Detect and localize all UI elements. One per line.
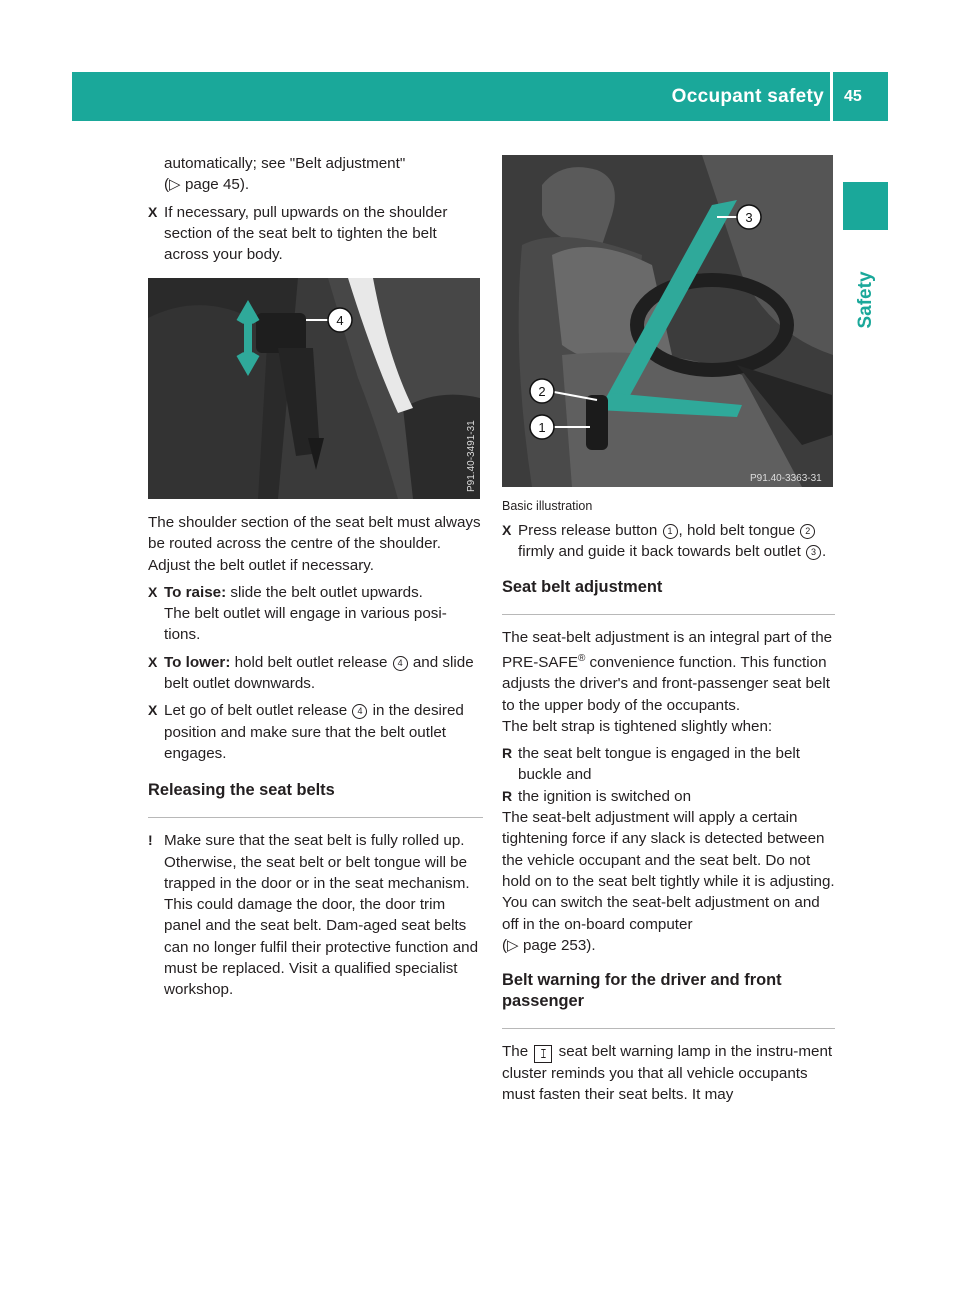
callout-3-ref: 3	[806, 545, 821, 560]
list-item	[148, 202, 483, 266]
callout-1-label: 1	[538, 420, 546, 435]
adjust-paragraph	[502, 627, 835, 716]
warning-icon: !	[148, 832, 153, 849]
arrow-bullet-icon: X	[148, 702, 158, 719]
lower-text-b: and slide belt outlet downwards.	[164, 653, 474, 693]
list-item	[502, 520, 835, 563]
press-text-b: , hold belt tongue	[678, 522, 800, 539]
belt-warning-paragraph	[502, 1041, 835, 1106]
raise-label: To raise:	[164, 583, 227, 601]
header-bar	[72, 72, 888, 121]
buckle	[586, 395, 608, 450]
r-bullet-icon: R	[502, 745, 513, 762]
adjust-text-a: The seat-belt adjustment is an integral part of the PRE-SAFE	[502, 628, 833, 671]
adjust-text-b: convenience function. This function adjusts the driver's and front-passenger seat belt to the upper body of the occupants.	[502, 653, 830, 714]
callout-1-ref: 1	[663, 524, 678, 539]
routing-paragraph: The shoulder section of the seat belt must always be routed across the centre of the shoulder. Adjust the belt outlet if necessary.	[148, 514, 481, 574]
arrow-bullet-icon: X	[502, 522, 512, 538]
seat-belt-warning-icon: ꕯ	[534, 1045, 552, 1063]
lower-text-a: hold belt outlet release	[230, 653, 392, 671]
callout-2-ref: 2	[800, 524, 815, 539]
force-paragraph: The seat-belt adjustment will apply a certain tightening force if any slack is detected between the vehicle occupant and the seat belt. Do not hold on to the seat belt tightly while it is adjusting.	[502, 809, 835, 890]
left-column	[148, 153, 483, 265]
raise-text: slide the belt outlet upwards.	[226, 583, 423, 601]
belt-outlet-figure	[148, 278, 480, 499]
figure-caption: Basic illustration	[502, 499, 593, 513]
page-number: 45	[844, 88, 862, 105]
list-item	[148, 582, 483, 646]
right-column	[502, 498, 835, 1106]
list-item	[148, 700, 483, 764]
heading-releasing-seat-belts: Releasing the seat belts	[148, 780, 483, 818]
side-tab-label: Safety	[855, 271, 876, 329]
arrow-bullet-icon: X	[148, 203, 158, 220]
raise-text-2: The belt outlet will engage in various posi-tions.	[164, 605, 447, 644]
heading-belt-warning: Belt warning for the driver and front passenger	[502, 970, 835, 1029]
lower-label: To lower:	[164, 653, 231, 671]
registered-mark: ®	[577, 652, 586, 664]
callout-4-ref: 4	[352, 704, 367, 719]
figure-code: P91.40-3491-31	[466, 420, 477, 492]
callout-4-label: 4	[336, 313, 344, 328]
driver-seat-figure	[502, 155, 833, 487]
warning-note	[148, 830, 483, 1000]
warn-text-b: seat belt warning lamp in the instru-ment cluster reminds you that all vehicle occupants must fasten their seat belts. It may	[502, 1043, 833, 1104]
header-divider	[830, 72, 833, 121]
callout-4-ref: 4	[393, 656, 408, 671]
figure-code: P91.40-3363-31	[750, 473, 822, 484]
arrow-bullet-icon: X	[148, 583, 158, 600]
left-column-lower	[148, 512, 483, 1001]
warning-text: Make sure that the seat belt is fully rolled up. Otherwise, the seat belt or belt tongue will be trapped in the door or in the seat mechanism. This could damage the door, the door trim panel and the seat belt. Dam-aged seat belts can no longer fulfil their protective function and must be replaced. Visit a qualified specialist workshop.	[164, 832, 479, 999]
press-text-d: .	[822, 543, 827, 561]
warn-text-a: The	[502, 1043, 533, 1061]
section-title: Occupant safety	[671, 86, 824, 107]
list-item	[502, 786, 835, 807]
tightened-when: The belt strap is tightened slightly when:	[502, 717, 773, 735]
press-text-c: firmly and guide it back towards belt outlet	[518, 543, 806, 561]
callout-2-label: 2	[538, 384, 546, 399]
r-bullet-icon: R	[502, 787, 513, 804]
condition-2: the ignition is switched on	[518, 787, 692, 805]
press-text-a: Press release button	[518, 522, 662, 539]
heading-seat-belt-adjustment: Seat belt adjustment	[502, 577, 835, 615]
callout-3-label: 3	[745, 210, 753, 225]
condition-1: the seat belt tongue is engaged in the belt buckle and	[518, 745, 801, 784]
intro-line-1: automatically; see "Belt adjustment"	[164, 155, 406, 172]
switch-paragraph: You can switch the seat-belt adjustment on and off in the on-board computer	[502, 894, 820, 933]
arrow-bullet-icon: X	[148, 653, 158, 670]
switch-page-ref: (▷ page 253).	[502, 936, 596, 954]
letgo-text-b: in the desired position and make sure that the belt outlet engages.	[164, 702, 464, 762]
list-item	[148, 652, 483, 695]
list-item	[502, 743, 835, 786]
pull-belt-instruction: If necessary, pull upwards on the shoulder section of the seat belt to tighten the belt across your body.	[164, 203, 448, 264]
intro-line-2: (▷ page 45).	[164, 176, 250, 194]
side-tab	[843, 182, 888, 230]
letgo-text-a: Let go of belt outlet release	[164, 702, 352, 720]
